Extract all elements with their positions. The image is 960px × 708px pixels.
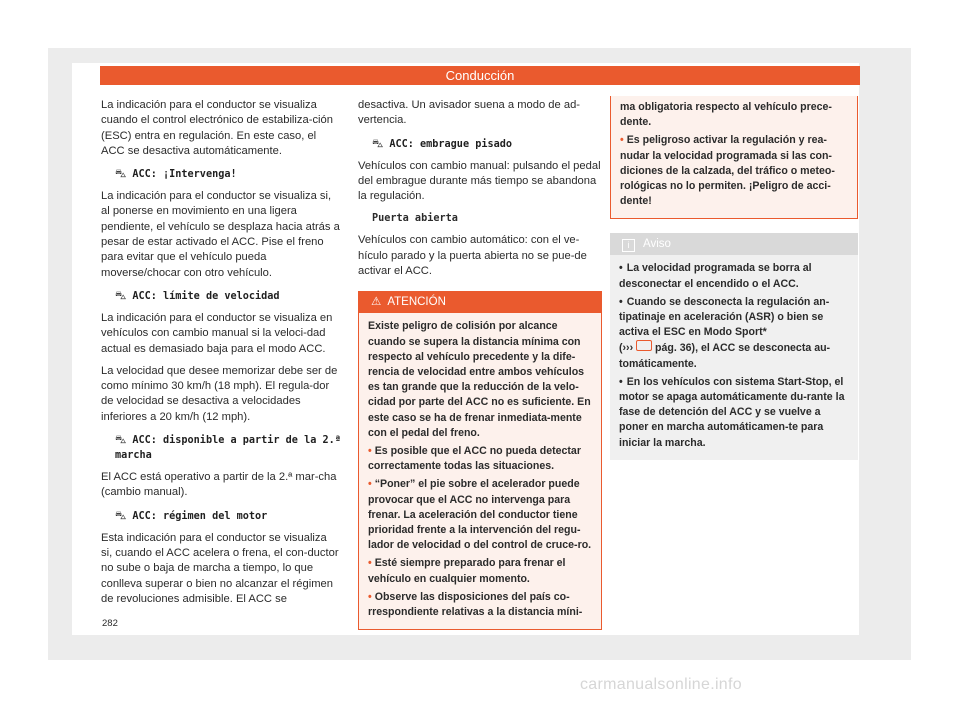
paragraph: La velocidad que desee memorizar debe ser de como mínimo 30 km/h (18 mph). El regula-dor de velocidad se desactiva a velocidades inferiores a 20 km/h (12 mph).: [101, 364, 338, 423]
aviso-box: [610, 233, 858, 459]
bullet-icon: •: [368, 590, 372, 603]
aviso-header: [610, 233, 858, 255]
column-3: [610, 96, 858, 460]
aviso-title: Aviso: [643, 238, 671, 251]
warning-text: ma obligatoria respecto al vehículo prece-dente.: [620, 101, 832, 129]
message-text: ACC: ¡Intervenga!: [132, 169, 237, 181]
message-text: ACC: régimen del motor: [132, 510, 268, 522]
bullet-icon: •: [619, 375, 623, 388]
paragraph: Esta indicación para el conductor se visualiza si, cuando el ACC acelera o frena, el con-ductor no sube o baja de marcha a tiempo, lo que conlleva superar o bien no alcanzar el régimen de revoluciones admisible. El ACC se: [101, 531, 339, 605]
warning-header: [359, 292, 601, 313]
bullet-icon: •: [368, 478, 372, 491]
car-warning-icon: ⛍: [372, 136, 384, 150]
bullet-icon: •: [368, 445, 372, 457]
aviso-bullet: • En los vehículos con sistema Start-Stop, el motor se apaga automáticamente du-rante la fase de detención del ACC y se vuelve a poner en marcha automáticamen-te para iniciar la marcha.: [619, 375, 845, 449]
car-warning-icon: ⛍: [115, 288, 127, 302]
warning-bullet: • Observe las disposiciones del país co-rrespondiente relativas a la distancia míni-: [368, 590, 583, 619]
paragraph: La indicación para el conductor se visualiza si, al ponerse en movimiento en una ligera pendiente, el vehículo se desplaza hacia atrás a pesar de estar activado el ACC. Pise el freno para evitar que el vehículo pueda moverse/chocar con otro vehículo.: [101, 190, 340, 279]
car-warning-icon: ⛍: [115, 508, 127, 522]
page-number: 282: [102, 618, 118, 629]
warning-box-continued: [610, 96, 858, 219]
driver-message: Puerta abierta: [372, 213, 458, 225]
message-text: ACC: embrague pisado: [389, 138, 513, 150]
aviso-bullet: • Cuando se desconecta la regulación an-tipatinaje en aceleración (ASR) o bien se activa el ESC en Modo Sport* (››› pág. 36), el ACC se desconecta au-tomáticamente.: [619, 295, 831, 370]
warning-bullet: • Es peligroso activar la regulación y rea-nudar la velocidad programada si las con-diciones de la calzada, del tráfico o meteo-rológicas no lo permiten. ¡Peligro de acci-dente!: [620, 134, 835, 208]
warning-box: [358, 291, 602, 630]
warning-bullet: • Esté siempre preparado para frenar el vehículo en cualquier momento.: [368, 557, 566, 585]
bullet-icon: •: [620, 134, 624, 147]
book-icon: [636, 340, 652, 351]
paragraph: Vehículos con cambio automático: con el ve-hículo parado y la puerta abierta no se pue-de activar el ACC.: [358, 234, 587, 278]
message-text: ACC: límite de velocidad: [132, 290, 280, 302]
bullet-icon: •: [619, 262, 623, 275]
message-text: ACC: disponible a partir de la 2.ª marcha: [115, 435, 341, 462]
paragraph: La indicación para el conductor se visualiza en vehículos con cambio manual si la veloci-dad actual es demasiado baja para el modo ACC.: [101, 311, 333, 355]
watermark: carmanualsonline.info: [580, 676, 742, 693]
driver-message: [115, 432, 341, 463]
paragraph: El ACC está operativo a partir de la 2.ª mar-cha (cambio manual).: [101, 471, 337, 499]
column-2: [358, 98, 602, 630]
bullet-icon: •: [619, 295, 623, 308]
driver-message: [115, 288, 341, 304]
warning-text: Existe peligro de colisión por alcance cuando se supera la distancia mínima con respecto al vehículo precedente y la dife-rencia de velocidad entre ambos vehículos es tan grande que la reducción de la velo-cidad por parte del ACC no es suficiente. En este caso se ha de frenar inmediata-mente con el pedal del freno.: [368, 320, 591, 439]
column-1: [101, 98, 341, 614]
paragraph: La indicación para el conductor se visualiza cuando el control electrónico de estabiliza-ción (ESC) entra en regulación. En este caso, el ACC se desactiva automáticamente.: [101, 99, 333, 157]
driver-message: [372, 136, 602, 152]
warning-triangle-icon: ⚠: [371, 296, 382, 309]
car-warning-icon: ⛍: [115, 167, 127, 181]
driver-message: [115, 508, 341, 524]
warning-bullet: • Es posible que el ACC no pueda detectar correctamente todas las situaciones.: [368, 445, 581, 473]
paragraph: desactiva. Un avisador suena a modo de ad-vertencia.: [358, 99, 581, 127]
warning-title: ATENCIÓN: [387, 296, 446, 309]
car-warning-icon: ⛍: [115, 433, 127, 447]
info-icon: i: [622, 239, 635, 252]
warning-body: [359, 313, 601, 629]
paragraph: Vehículos con cambio manual: pulsando el pedal del embrague durante más tiempo se abandona la regulación.: [358, 159, 601, 203]
warning-bullet: • “Poner” el pie sobre el acelerador puede provocar que el ACC no intervenga para frenar. La aceleración del conductor tiene prioridad frente a la intervención del regu-lador de velocidad o del control de cruce-ro.: [368, 478, 592, 552]
driver-message: [115, 166, 341, 182]
aviso-body: [610, 255, 858, 459]
section-header: Conducción: [100, 66, 860, 85]
aviso-bullet: • La velocidad programada se borra al desconectar el encendido o el ACC.: [619, 262, 812, 290]
bullet-icon: •: [368, 557, 372, 570]
